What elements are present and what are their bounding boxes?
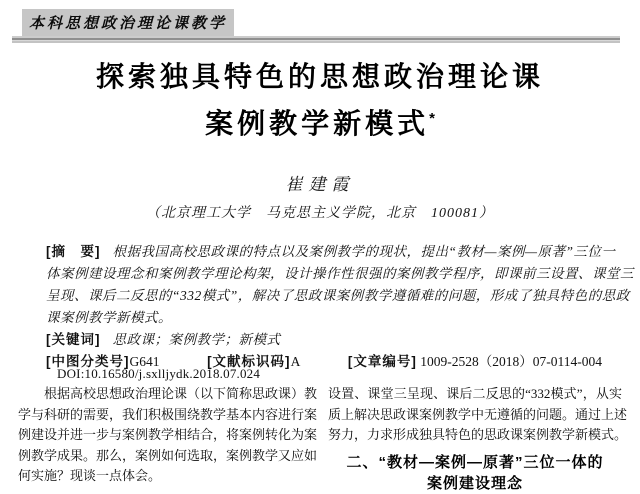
doc-code-label: [文献标识码] (207, 354, 291, 369)
body-line: 例教学成果。那么，案例如何选取，案例教学又应如 (18, 447, 318, 463)
article-id-value: 1009-2528（2018）07-0114-004 (420, 354, 602, 369)
title-footnote-asterisk: * (429, 110, 435, 127)
clc-value: G641 (129, 354, 160, 369)
doc-code-value: A (290, 354, 301, 369)
abstract-text-line: 呈现、课后二反思的“332模式”，解决了思政课案例教学遵循难的问题，形成了独具特色的思政 (46, 288, 630, 303)
keywords-text: 思政课；案例教学；新模式 (112, 332, 281, 347)
section-heading-line1: 二、“教材—案例—原著”三位一体的 (346, 453, 604, 471)
article-title-line2: 案例教学新模式 (205, 108, 430, 139)
abstract-text-line: 体案例建设理念和案例教学理论构架，设计操作性很强的案例教学程序，即课前三设置、课堂三 (46, 266, 634, 281)
journal-column-label: 本科思想政治理论课教学 (22, 9, 234, 37)
clc-label: [中图分类号] (46, 354, 130, 369)
body-line: 设置、课堂三呈现、课后二反思的“332模式”，从实 (328, 386, 622, 401)
body-line: 质上解决思政课案例教学中无遵循的问题。通过上述 (328, 406, 628, 422)
article-id-label: [文章编号] (347, 354, 417, 369)
body-left-column (18, 384, 318, 487)
abstract-text-line: 课案例教学新模式。 (46, 310, 172, 325)
author-affiliation: （北京理工大学 马克思主义学院，北京 100081） (146, 206, 494, 221)
header-rule (12, 36, 620, 43)
article-id-item (348, 351, 602, 373)
keywords-label: [关键词] (46, 332, 101, 347)
body-line: 努力，力求形成独具特色的思政课案例教学新模式。 (328, 427, 628, 442)
abstract-text-line: 根据我国高校思政课的特点以及案例教学的现状，提出“教材—案例—原著”三位一 (112, 244, 616, 259)
section-heading-line2: 案例建设理念 (426, 474, 523, 492)
body-line: 何实施？现谈一点体会。 (18, 468, 162, 483)
abstract-block (46, 241, 634, 373)
section-heading (328, 452, 622, 494)
author-name: 崔建霞 (285, 175, 355, 194)
body-right-column (328, 384, 628, 494)
abstract-label: [摘 要] (46, 244, 101, 259)
body-line: 例建设并进一步与案例教学相结合，将案例转化为案 (18, 427, 318, 442)
body-line: 根据高校思想政治理论课（以下简称思政课）教 (44, 386, 318, 401)
abstract-line (46, 241, 616, 263)
article-title (0, 56, 640, 145)
body-line: 学与科研的需要，我们积极围绕教学基本内容进行案 (18, 406, 318, 422)
keywords-line (46, 329, 596, 351)
article-title-line1: 探索独具特色的思想政治理论课 (95, 61, 544, 92)
doi-line: DOI:10.16580/j.sxlljydk.2018.07.024 (57, 366, 261, 381)
